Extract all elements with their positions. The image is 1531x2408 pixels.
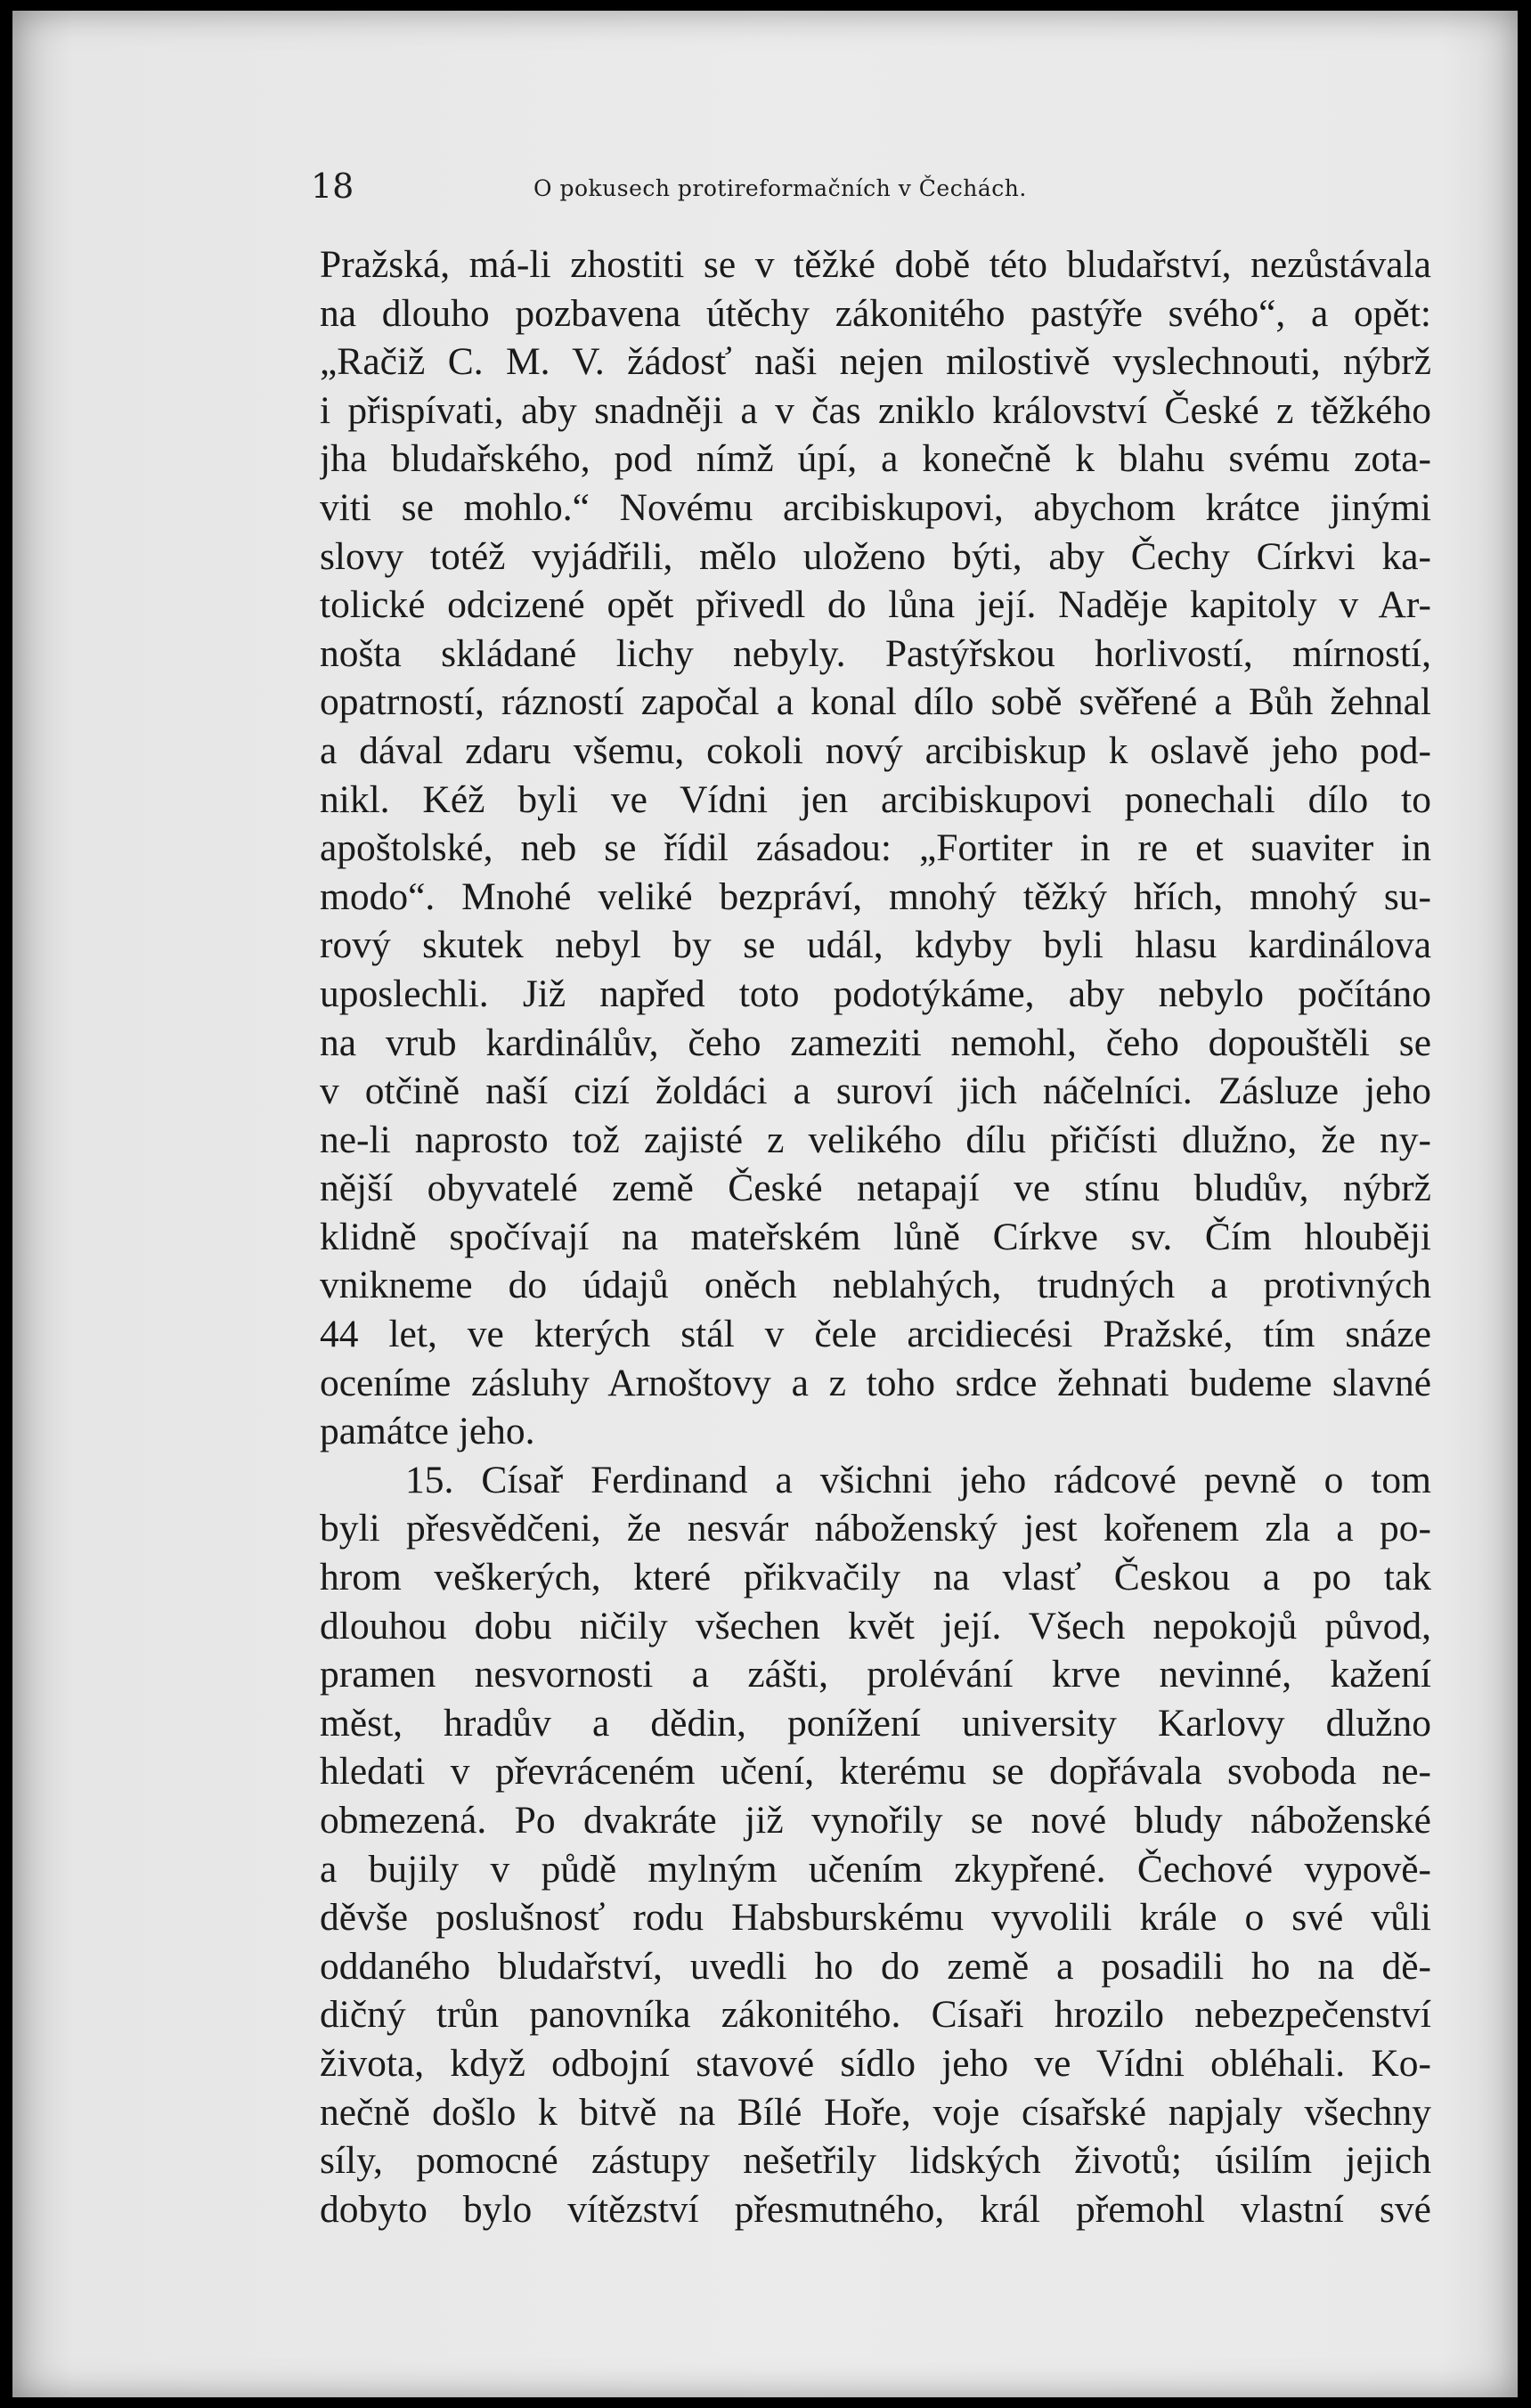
text-line: tolické odcizené opět přivedl do lůna její. Naděje kapitoly v Ar- <box>320 583 1431 627</box>
body-text <box>320 240 1431 2233</box>
text-line: vnikneme do údajů oněch neblahých, trudných a protivných <box>320 1264 1431 1307</box>
text-line: hledati v převráceném učení, kterému se dopřávala svoboda ne- <box>320 1750 1431 1794</box>
text-line: na vrub kardinálův, čeho zameziti nemohl, čeho dopouštěli se <box>320 1021 1431 1064</box>
text-line: „Račiž C. M. V. žádosť naši nejen milostivě vyslechnouti, nýbrž <box>320 340 1431 384</box>
text-line: opatrností, rázností započal a konal dílo sobě svěřené a Bůh žehnal <box>320 680 1431 724</box>
text-line: síly, pomocné zástupy nešetřily lidských životů; úsilím jejich <box>320 2139 1431 2183</box>
text-line: i přispívati, aby snadněji a v čas zniklo království České z těžkého <box>320 388 1431 432</box>
text-line: a bujily v půdě mylným učením zkypřené. Čechové vypově- <box>320 1847 1431 1891</box>
text-line: nošta skládané lichy nebyly. Pastýřskou horlivostí, mírností, <box>320 631 1431 675</box>
page-number: 18 <box>311 167 354 206</box>
text-line: 15. Císař Ferdinand a všichni jeho rádcové pevně o tom <box>405 1458 1431 1501</box>
text-line: jha bludařského, pod nímž úpí, a konečně k blahu svému zota- <box>320 437 1431 481</box>
text-line: v otčině naší cizí žoldáci a suroví jich náčelníci. Zásluze jeho <box>320 1070 1431 1113</box>
text-line: dlouhou dobu ničily všechen květ její. Všech nepokojů původ, <box>320 1604 1431 1647</box>
text-line: hrom veškerých, které přikvačily na vlasť Českou a po tak <box>320 1556 1431 1599</box>
text-line: slovy totéž vyjádřili, mělo uloženo býti, aby Čechy Církvi ka- <box>320 534 1431 578</box>
text-line: klidně spočívají na mateřském lůně Církve sv. Čím hlouběji <box>320 1215 1431 1258</box>
running-title: O pokusech protireformačních v Čechách. <box>533 175 1027 201</box>
text-line: 44 let, ve kterých stál v čele arcidiecési Pražské, tím snáze <box>320 1313 1431 1356</box>
text-line: obmezená. Po dvakráte již vynořily se nové bludy náboženské <box>320 1799 1431 1842</box>
text-line: měst, hradův a dědin, ponížení university Karlovy dlužno <box>320 1701 1431 1745</box>
page-header <box>311 167 1424 229</box>
text-line: dičný trůn panovníka zákonitého. Císaři hrozilo nebezpečenství <box>320 1993 1431 2037</box>
text-line: pramen nesvornosti a zášti, prolévání krve nevinné, kažení <box>320 1653 1431 1696</box>
text-line: nikl. Kéž byli ve Vídni jen arcibiskupovi ponechali dílo to <box>320 777 1431 821</box>
paragraph-2 <box>320 1456 1431 2234</box>
text-line: děvše poslušnosť rodu Habsburskému vyvolili krále o své vůli <box>320 1896 1431 1940</box>
text-line: památce jeho. <box>320 1410 535 1453</box>
text-line: oddaného bludařství, uvedli ho do země a posadili ho na dě- <box>320 1944 1431 1988</box>
text-line: dobyto bylo vítězství přesmutného, král přemohl vlastní své <box>320 2187 1431 2231</box>
text-line: nější obyvatelé země České netapají ve stínu bludův, nýbrž <box>320 1167 1431 1210</box>
text-line: byli přesvědčeni, že nesvár náboženský jest kořenem zla a po- <box>320 1507 1431 1550</box>
text-line: a dával zdaru všemu, cokoli nový arcibiskup k oslavě jeho pod- <box>320 728 1431 772</box>
text-line: uposlechli. Již napřed toto podotýkáme, aby nebylo počítáno <box>320 972 1431 1015</box>
text-line: Pražská, má-li zhostiti se v těžké době této bludařství, nezůstávala <box>320 243 1431 286</box>
text-line: modo“. Mnohé veliké bezpráví, mnohý těžký hřích, mnohý su- <box>320 875 1431 918</box>
text-line: ne-li naprosto tož zajisté z velikého dílu přičísti dlužno, že ny- <box>320 1118 1431 1161</box>
book-page <box>12 11 1518 2397</box>
paragraph-1 <box>320 240 1431 1456</box>
text-line: rový skutek nebyl by se udál, kdyby byli hlasu kardinálova <box>320 923 1431 967</box>
text-line: života, když odbojní stavové sídlo jeho ve Vídni obléhali. Ko- <box>320 2041 1431 2085</box>
text-line: na dlouho pozbavena útěchy zákonitého pastýře svého“, a opět: <box>320 291 1431 335</box>
text-line: apoštolské, neb se řídil zásadou: „Fortiter in re et suaviter in <box>320 826 1431 870</box>
text-line: nečně došlo k bitvě na Bílé Hoře, voje císařské napjaly všechny <box>320 2090 1431 2134</box>
text-line: oceníme zásluhy Arnoštovy a z toho srdce žehnati budeme slavné <box>320 1361 1431 1404</box>
text-line: viti se mohlo.“ Novému arcibiskupovi, abychom krátce jinými <box>320 485 1431 529</box>
